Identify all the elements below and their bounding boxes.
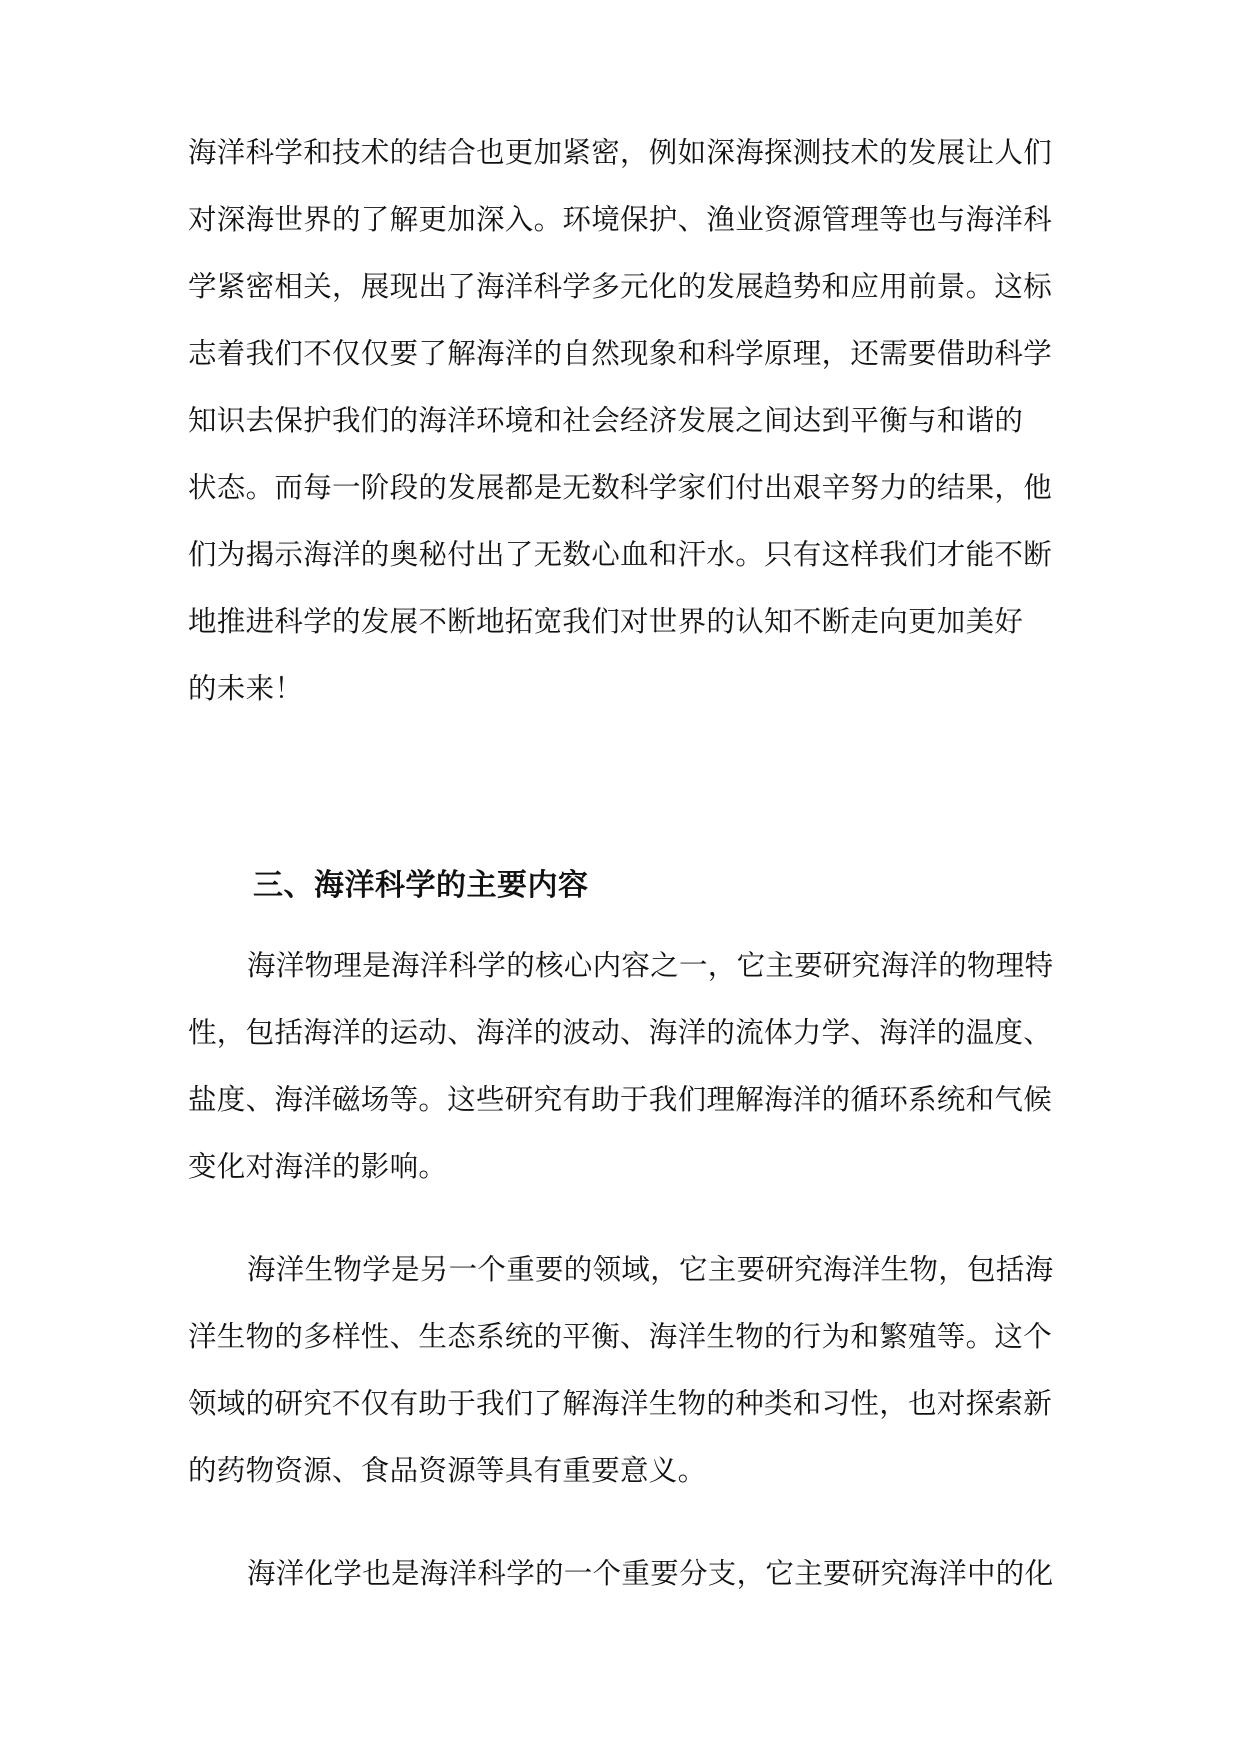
text-line: 领域的研究不仅有助于我们了解海洋生物的种类和习性，也对探索新	[188, 1387, 1053, 1420]
text-line: 海洋化学也是海洋科学的一个重要分支，它主要研究海洋中的化	[247, 1557, 1054, 1590]
text-line: 知识去保护我们的海洋环境和社会经济发展之间达到平衡与和谐的	[188, 404, 1024, 437]
text-line: 变化对海洋的影响。	[188, 1150, 448, 1183]
text-line: 盐度、海洋磁场等。这些研究有助于我们理解海洋的循环系统和气候	[188, 1083, 1053, 1116]
text-line: 们为揭示海洋的奥秘付出了无数心血和汗水。只有这样我们才能不断	[188, 538, 1053, 571]
text-line: 海洋物理是海洋科学的核心内容之一，它主要研究海洋的物理特	[247, 949, 1054, 982]
text-line: 志着我们不仅仅要了解海洋的自然现象和科学原理，还需要借助科学	[188, 337, 1053, 370]
text-line: 海洋科学和技术的结合也更加紧密，例如深海探测技术的发展让人们	[188, 136, 1053, 169]
text-line: 地推进科学的发展不断地拓宽我们对世界的认知不断走向更加美好	[188, 605, 1024, 638]
text-line: 的未来！	[188, 672, 304, 705]
text-line: 对深海世界的了解更加深入。环境保护、渔业资源管理等也与海洋科	[188, 203, 1053, 236]
section-heading: 三、海洋科学的主要内容	[253, 868, 589, 903]
text-line: 海洋生物学是另一个重要的领域，它主要研究海洋生物，包括海	[247, 1253, 1054, 1286]
text-line: 的药物资源、食品资源等具有重要意义。	[188, 1454, 707, 1487]
text-line: 性，包括海洋的运动、海洋的波动、海洋的流体力学、海洋的温度、	[188, 1016, 1053, 1049]
text-line: 洋生物的多样性、生态系统的平衡、海洋生物的行为和繁殖等。这个	[188, 1320, 1053, 1353]
text-line: 状态。而每一阶段的发展都是无数科学家们付出艰辛努力的结果，他	[188, 471, 1053, 504]
text-line: 学紧密相关，展现出了海洋科学多元化的发展趋势和应用前景。这标	[188, 270, 1053, 303]
